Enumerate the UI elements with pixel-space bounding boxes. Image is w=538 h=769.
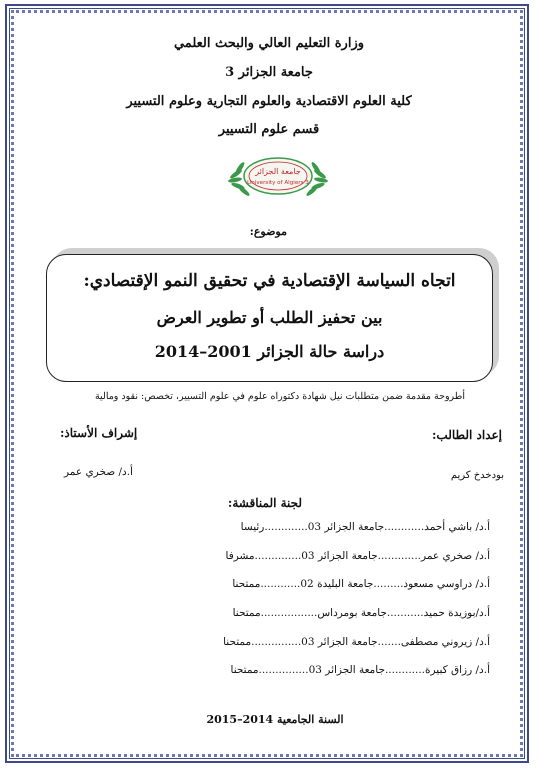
student-name: بودخدخ كريم [450, 470, 504, 481]
jury-title: لجنة المناقشة: [227, 496, 303, 510]
jury-member-3: أ.د/ دراوسي مسعود.........جامعة البليدة 02............ممتحنا [232, 578, 490, 590]
jury-member-1: أ.د/ باشي أحمد............جامعة الجزائر 03.............رئيسا [240, 521, 490, 533]
jury-member-4: أ.د/بوزيدة حميد...........جامعة بومرداس.................ممتحنا [232, 607, 490, 619]
jury-member-6: أ.د/ رزاق كبيرة............جامعة الجزائر 03...............ممتحنا [230, 664, 490, 676]
department-heading: قسم علوم التسيير [218, 122, 320, 137]
supervisor-name: أ.د/ صخري عمر [64, 466, 133, 478]
subject-label: موضوع: [249, 225, 287, 238]
academic-year: السنة الجامعية 2014–2015 [206, 713, 344, 726]
jury-member-5: أ.د/ زيروني مصطفى.......جامعة الجزائر 03...............ممتحنا [223, 636, 490, 648]
university-logo [226, 152, 330, 198]
logo-text-ar: جامعة الجزائر [255, 167, 301, 176]
preparation-label: إعداد الطالب: [431, 428, 502, 442]
faculty-heading: كلية العلوم الاقتصادية والعلوم التجارية وعلوم التسيير [126, 94, 412, 109]
thesis-title-box [46, 254, 493, 382]
thesis-title-line-1: اتجاه السياسة الإقتصادية في تحقيق النمو الإقتصادي: [83, 271, 456, 291]
logo-text-en: University of Algiers 3 [247, 180, 309, 186]
university-heading: جامعة الجزائر 3 [225, 65, 313, 80]
jury-member-2: أ.د/ صخري عمر.............جامعة الجزائر 03..............مشرفا [225, 550, 490, 562]
thesis-title-line-2: بين تحفيز الطلب أو تطوير العرض [156, 308, 383, 327]
thesis-note: أطروحة مقدمة ضمن متطلبات نيل شهادة دكتوراه علوم في علوم التسيير، تخصص: نقود ومالية [94, 391, 466, 402]
thesis-title-line-3: دراسة حالة الجزائر 2001–2014 [154, 342, 385, 361]
supervision-label: إشراف الأستاذ: [60, 426, 138, 440]
ministry-heading: وزارة التعليم العالي والبحث العلمي [173, 36, 365, 51]
